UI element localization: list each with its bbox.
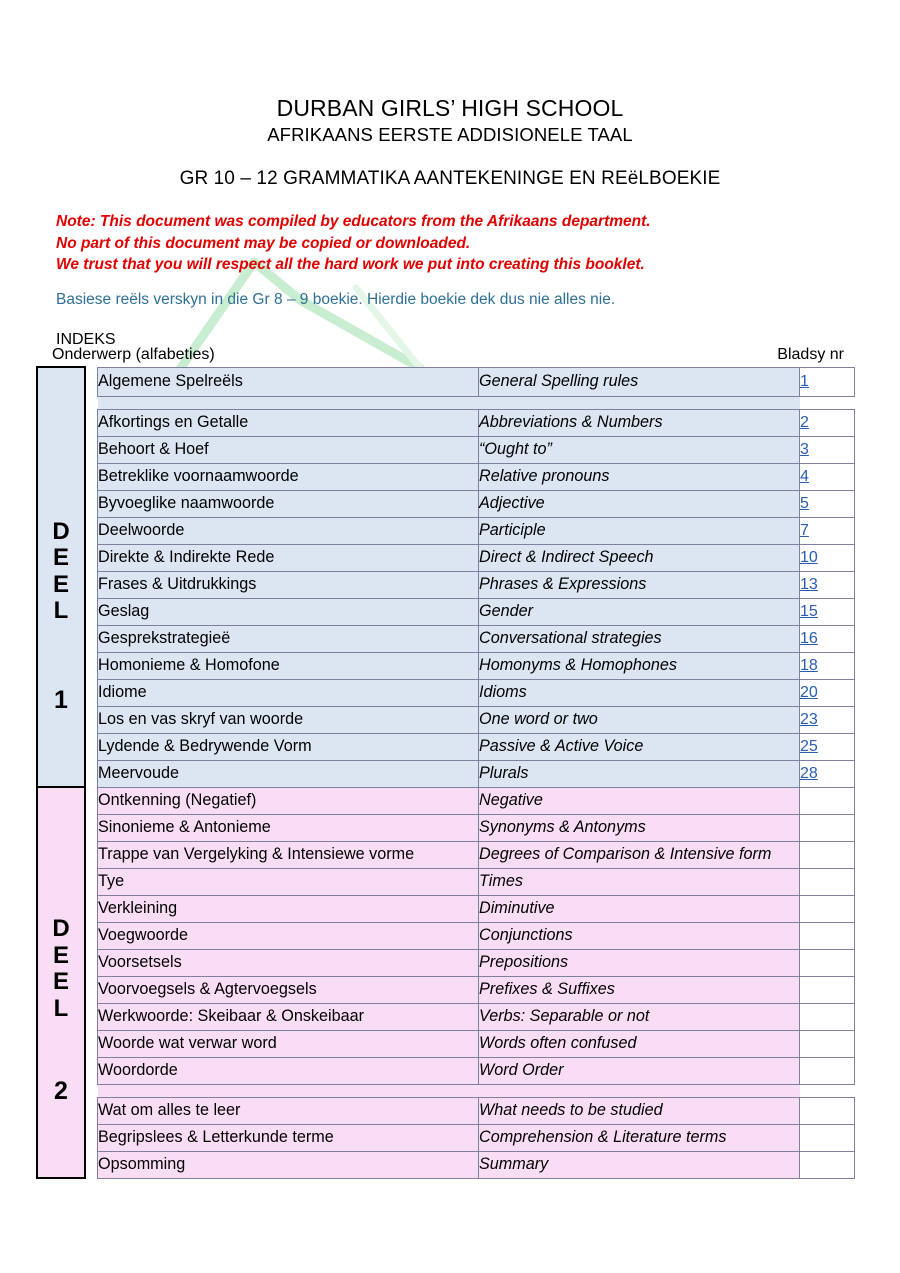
table-row bbox=[37, 544, 855, 571]
index-heading: INDEKS bbox=[56, 330, 116, 348]
topic-afrikaans: Betreklike voornaamwoorde bbox=[98, 463, 479, 490]
page-number-link[interactable]: 15 bbox=[800, 602, 818, 620]
table-row bbox=[37, 1097, 855, 1124]
page-number-cell[interactable] bbox=[800, 517, 855, 544]
topic-afrikaans: Direkte & Indirekte Rede bbox=[98, 544, 479, 571]
page-number-link[interactable]: 7 bbox=[800, 521, 809, 539]
topic-english: Participle bbox=[479, 517, 800, 544]
topic-afrikaans: Begripslees & Letterkunde terme bbox=[98, 1124, 479, 1151]
table-row bbox=[37, 1030, 855, 1057]
topic-afrikaans: Behoort & Hoef bbox=[98, 436, 479, 463]
page-number-cell bbox=[800, 1151, 855, 1178]
basic-rules-note: Basiese reëls verskyn in die Gr 8 – 9 boekie. Hierdie boekie dek dus nie alles nie. bbox=[56, 290, 616, 308]
topic-english: Synonyms & Antonyms bbox=[479, 814, 800, 841]
topic-afrikaans: Geslag bbox=[98, 598, 479, 625]
table-row bbox=[37, 625, 855, 652]
page-number-cell bbox=[800, 949, 855, 976]
page-number-link[interactable]: 3 bbox=[800, 440, 809, 458]
topic-english: Relative pronouns bbox=[479, 463, 800, 490]
spacer-cell bbox=[98, 396, 479, 409]
spacer-cell bbox=[800, 396, 855, 409]
topic-afrikaans: Ontkenning (Negatief) bbox=[98, 787, 479, 814]
table-row bbox=[37, 436, 855, 463]
table-row bbox=[37, 706, 855, 733]
page-number-cell[interactable] bbox=[800, 598, 855, 625]
topic-afrikaans: Algemene Spelreëls bbox=[98, 367, 479, 396]
deel-gutter bbox=[85, 787, 98, 1178]
page-number-cell bbox=[800, 1124, 855, 1151]
index-table-wrapper bbox=[36, 366, 848, 1179]
table-row bbox=[37, 841, 855, 868]
deel-letter: D bbox=[52, 517, 70, 545]
topic-afrikaans: Trappe van Vergelyking & Intensiewe vorme bbox=[98, 841, 479, 868]
school-name: DURBAN GIRLS’ HIGH SCHOOL bbox=[276, 95, 624, 121]
topic-english: What needs to be studied bbox=[479, 1097, 800, 1124]
index-table bbox=[36, 366, 855, 1179]
deel-number: 2 bbox=[54, 1077, 68, 1106]
topic-english: Summary bbox=[479, 1151, 800, 1178]
topic-english: Prepositions bbox=[479, 949, 800, 976]
page-number-cell[interactable] bbox=[800, 436, 855, 463]
topic-afrikaans: Afkortings en Getalle bbox=[98, 409, 479, 436]
table-row bbox=[37, 1124, 855, 1151]
table-row bbox=[37, 787, 855, 814]
page-number-cell bbox=[800, 1003, 855, 1030]
table-row bbox=[37, 895, 855, 922]
spacer-cell bbox=[479, 1084, 800, 1097]
topic-english: Idioms bbox=[479, 679, 800, 706]
topic-english: Negative bbox=[479, 787, 800, 814]
page-number-cell[interactable] bbox=[800, 733, 855, 760]
table-row bbox=[37, 760, 855, 787]
table-row bbox=[37, 922, 855, 949]
topic-afrikaans: Los en vas skryf van woorde bbox=[98, 706, 479, 733]
table-row bbox=[37, 463, 855, 490]
page-number-cell bbox=[800, 976, 855, 1003]
page-number-link[interactable]: 4 bbox=[800, 467, 809, 485]
topic-english: Word Order bbox=[479, 1057, 800, 1084]
table-row bbox=[37, 517, 855, 544]
deel-letter: E bbox=[52, 570, 69, 598]
spacer-cell bbox=[98, 1084, 479, 1097]
page-number-cell[interactable] bbox=[800, 409, 855, 436]
booklet-title: GR 10 – 12 GRAMMATIKA AANTEKENINGE EN REëLBOEKIE bbox=[179, 168, 721, 189]
page-number-cell bbox=[800, 895, 855, 922]
table-row bbox=[37, 814, 855, 841]
note-line-1: Note: This document was compiled by educators from the Afrikaans department. bbox=[56, 213, 651, 230]
table-spacer-row bbox=[37, 1084, 855, 1097]
topic-english: Plurals bbox=[479, 760, 800, 787]
page-number-cell[interactable] bbox=[800, 367, 855, 396]
page-number-link[interactable]: 16 bbox=[800, 629, 818, 647]
topic-afrikaans: Lydende & Bedrywende Vorm bbox=[98, 733, 479, 760]
topic-afrikaans: Gesprekstrategieë bbox=[98, 625, 479, 652]
table-row bbox=[37, 367, 855, 396]
table-row bbox=[37, 1057, 855, 1084]
note-line-2: No part of this document may be copied or downloaded. bbox=[56, 234, 471, 252]
topic-afrikaans: Byvoeglike naamwoorde bbox=[98, 490, 479, 517]
topic-english: Degrees of Comparison & Intensive form bbox=[479, 841, 800, 868]
deel-marker-1 bbox=[37, 367, 85, 787]
page-number-cell bbox=[800, 1030, 855, 1057]
page-number-cell bbox=[800, 922, 855, 949]
page-number-cell[interactable] bbox=[800, 463, 855, 490]
page-number-link[interactable]: 10 bbox=[800, 548, 818, 566]
page-number-cell[interactable] bbox=[800, 679, 855, 706]
topic-english: Passive & Active Voice bbox=[479, 733, 800, 760]
deel-label-letters bbox=[52, 519, 69, 625]
page-number-cell bbox=[800, 868, 855, 895]
topic-english: One word or two bbox=[479, 706, 800, 733]
topic-afrikaans: Opsomming bbox=[98, 1151, 479, 1178]
topic-afrikaans: Idiome bbox=[98, 679, 479, 706]
deel-marker-2 bbox=[37, 787, 85, 1178]
deel-letter: E bbox=[52, 544, 69, 572]
topic-english: Conversational strategies bbox=[479, 625, 800, 652]
topic-afrikaans: Woordorde bbox=[98, 1057, 479, 1084]
deel-letter: E bbox=[52, 968, 69, 996]
table-spacer-row bbox=[37, 396, 855, 409]
topic-afrikaans: Sinonieme & Antonieme bbox=[98, 814, 479, 841]
page-number-cell bbox=[800, 787, 855, 814]
page-number-link[interactable]: 20 bbox=[800, 683, 818, 701]
topic-english: Verbs: Separable or not bbox=[479, 1003, 800, 1030]
page-number-link[interactable]: 5 bbox=[800, 494, 809, 512]
spacer-cell bbox=[479, 396, 800, 409]
topic-afrikaans: Tye bbox=[98, 868, 479, 895]
deel-letter: L bbox=[53, 994, 69, 1022]
subject-name: AFRIKAANS EERSTE ADDISIONELE TAAL bbox=[267, 124, 633, 145]
topic-afrikaans: Voorvoegsels & Agtervoegsels bbox=[98, 976, 479, 1003]
topic-english: Abbreviations & Numbers bbox=[479, 409, 800, 436]
topic-english: Phrases & Expressions bbox=[479, 571, 800, 598]
page-number-cell[interactable] bbox=[800, 544, 855, 571]
table-row bbox=[37, 598, 855, 625]
deel-number: 1 bbox=[54, 685, 68, 714]
page-number-cell[interactable] bbox=[800, 571, 855, 598]
page-number-link[interactable]: 18 bbox=[800, 656, 818, 674]
topic-afrikaans: Werkwoorde: Skeibaar & Onskeibaar bbox=[98, 1003, 479, 1030]
table-row bbox=[37, 1151, 855, 1178]
table-row bbox=[37, 733, 855, 760]
table-row bbox=[37, 976, 855, 1003]
column-header-page: Bladsy nr bbox=[777, 346, 844, 363]
topic-english: Adjective bbox=[479, 490, 800, 517]
topic-english: Gender bbox=[479, 598, 800, 625]
table-row bbox=[37, 652, 855, 679]
table-row bbox=[37, 490, 855, 517]
column-header-subject: Onderwerp (alfabeties) bbox=[52, 346, 215, 363]
spacer-cell bbox=[800, 1084, 855, 1097]
topic-afrikaans: Voegwoorde bbox=[98, 922, 479, 949]
page-number-link[interactable]: 1 bbox=[800, 372, 809, 390]
topic-afrikaans: Deelwoorde bbox=[98, 517, 479, 544]
topic-afrikaans: Wat om alles te leer bbox=[98, 1097, 479, 1124]
topic-english: “Ought to” bbox=[479, 436, 800, 463]
topic-afrikaans: Woorde wat verwar word bbox=[98, 1030, 479, 1057]
table-row bbox=[37, 571, 855, 598]
page-number-cell bbox=[800, 1057, 855, 1084]
topic-afrikaans: Frases & Uitdrukkings bbox=[98, 571, 479, 598]
page-number-cell bbox=[800, 814, 855, 841]
page-number-cell[interactable] bbox=[800, 652, 855, 679]
table-row bbox=[37, 409, 855, 436]
topic-afrikaans: Voorsetsels bbox=[98, 949, 479, 976]
topic-english: General Spelling rules bbox=[479, 367, 800, 396]
note-line-3: We trust that you will respect all the hard work we put into creating this booklet. bbox=[56, 256, 645, 273]
page-number-link[interactable]: 25 bbox=[800, 737, 818, 755]
deel-label-letters bbox=[52, 916, 69, 1022]
topic-english: Words often confused bbox=[479, 1030, 800, 1057]
page-number-link[interactable]: 28 bbox=[800, 764, 818, 782]
table-row bbox=[37, 949, 855, 976]
document-header bbox=[0, 0, 900, 350]
topic-afrikaans: Meervoude bbox=[98, 760, 479, 787]
topic-afrikaans: Homonieme & Homofone bbox=[98, 652, 479, 679]
table-row bbox=[37, 868, 855, 895]
topic-english: Prefixes & Suffixes bbox=[479, 976, 800, 1003]
copyright-note bbox=[56, 211, 900, 276]
deel-letter: L bbox=[53, 597, 69, 625]
topic-afrikaans: Verkleining bbox=[98, 895, 479, 922]
table-row bbox=[37, 1003, 855, 1030]
page-number-link[interactable]: 13 bbox=[800, 575, 818, 593]
deel-gutter bbox=[85, 367, 98, 787]
topic-english: Direct & Indirect Speech bbox=[479, 544, 800, 571]
page-number-link[interactable]: 2 bbox=[800, 413, 809, 431]
page-number-cell[interactable] bbox=[800, 490, 855, 517]
page-number-cell bbox=[800, 1097, 855, 1124]
page-number-cell[interactable] bbox=[800, 706, 855, 733]
deel-letter: D bbox=[52, 915, 70, 943]
topic-english: Homonyms & Homophones bbox=[479, 652, 800, 679]
topic-english: Comprehension & Literature terms bbox=[479, 1124, 800, 1151]
page-number-cell[interactable] bbox=[800, 625, 855, 652]
topic-english: Times bbox=[479, 868, 800, 895]
table-row bbox=[37, 679, 855, 706]
page-number-cell[interactable] bbox=[800, 760, 855, 787]
page-number-link[interactable]: 23 bbox=[800, 710, 818, 728]
deel-letter: E bbox=[52, 941, 69, 969]
topic-english: Conjunctions bbox=[479, 922, 800, 949]
topic-english: Diminutive bbox=[479, 895, 800, 922]
page-number-cell bbox=[800, 841, 855, 868]
